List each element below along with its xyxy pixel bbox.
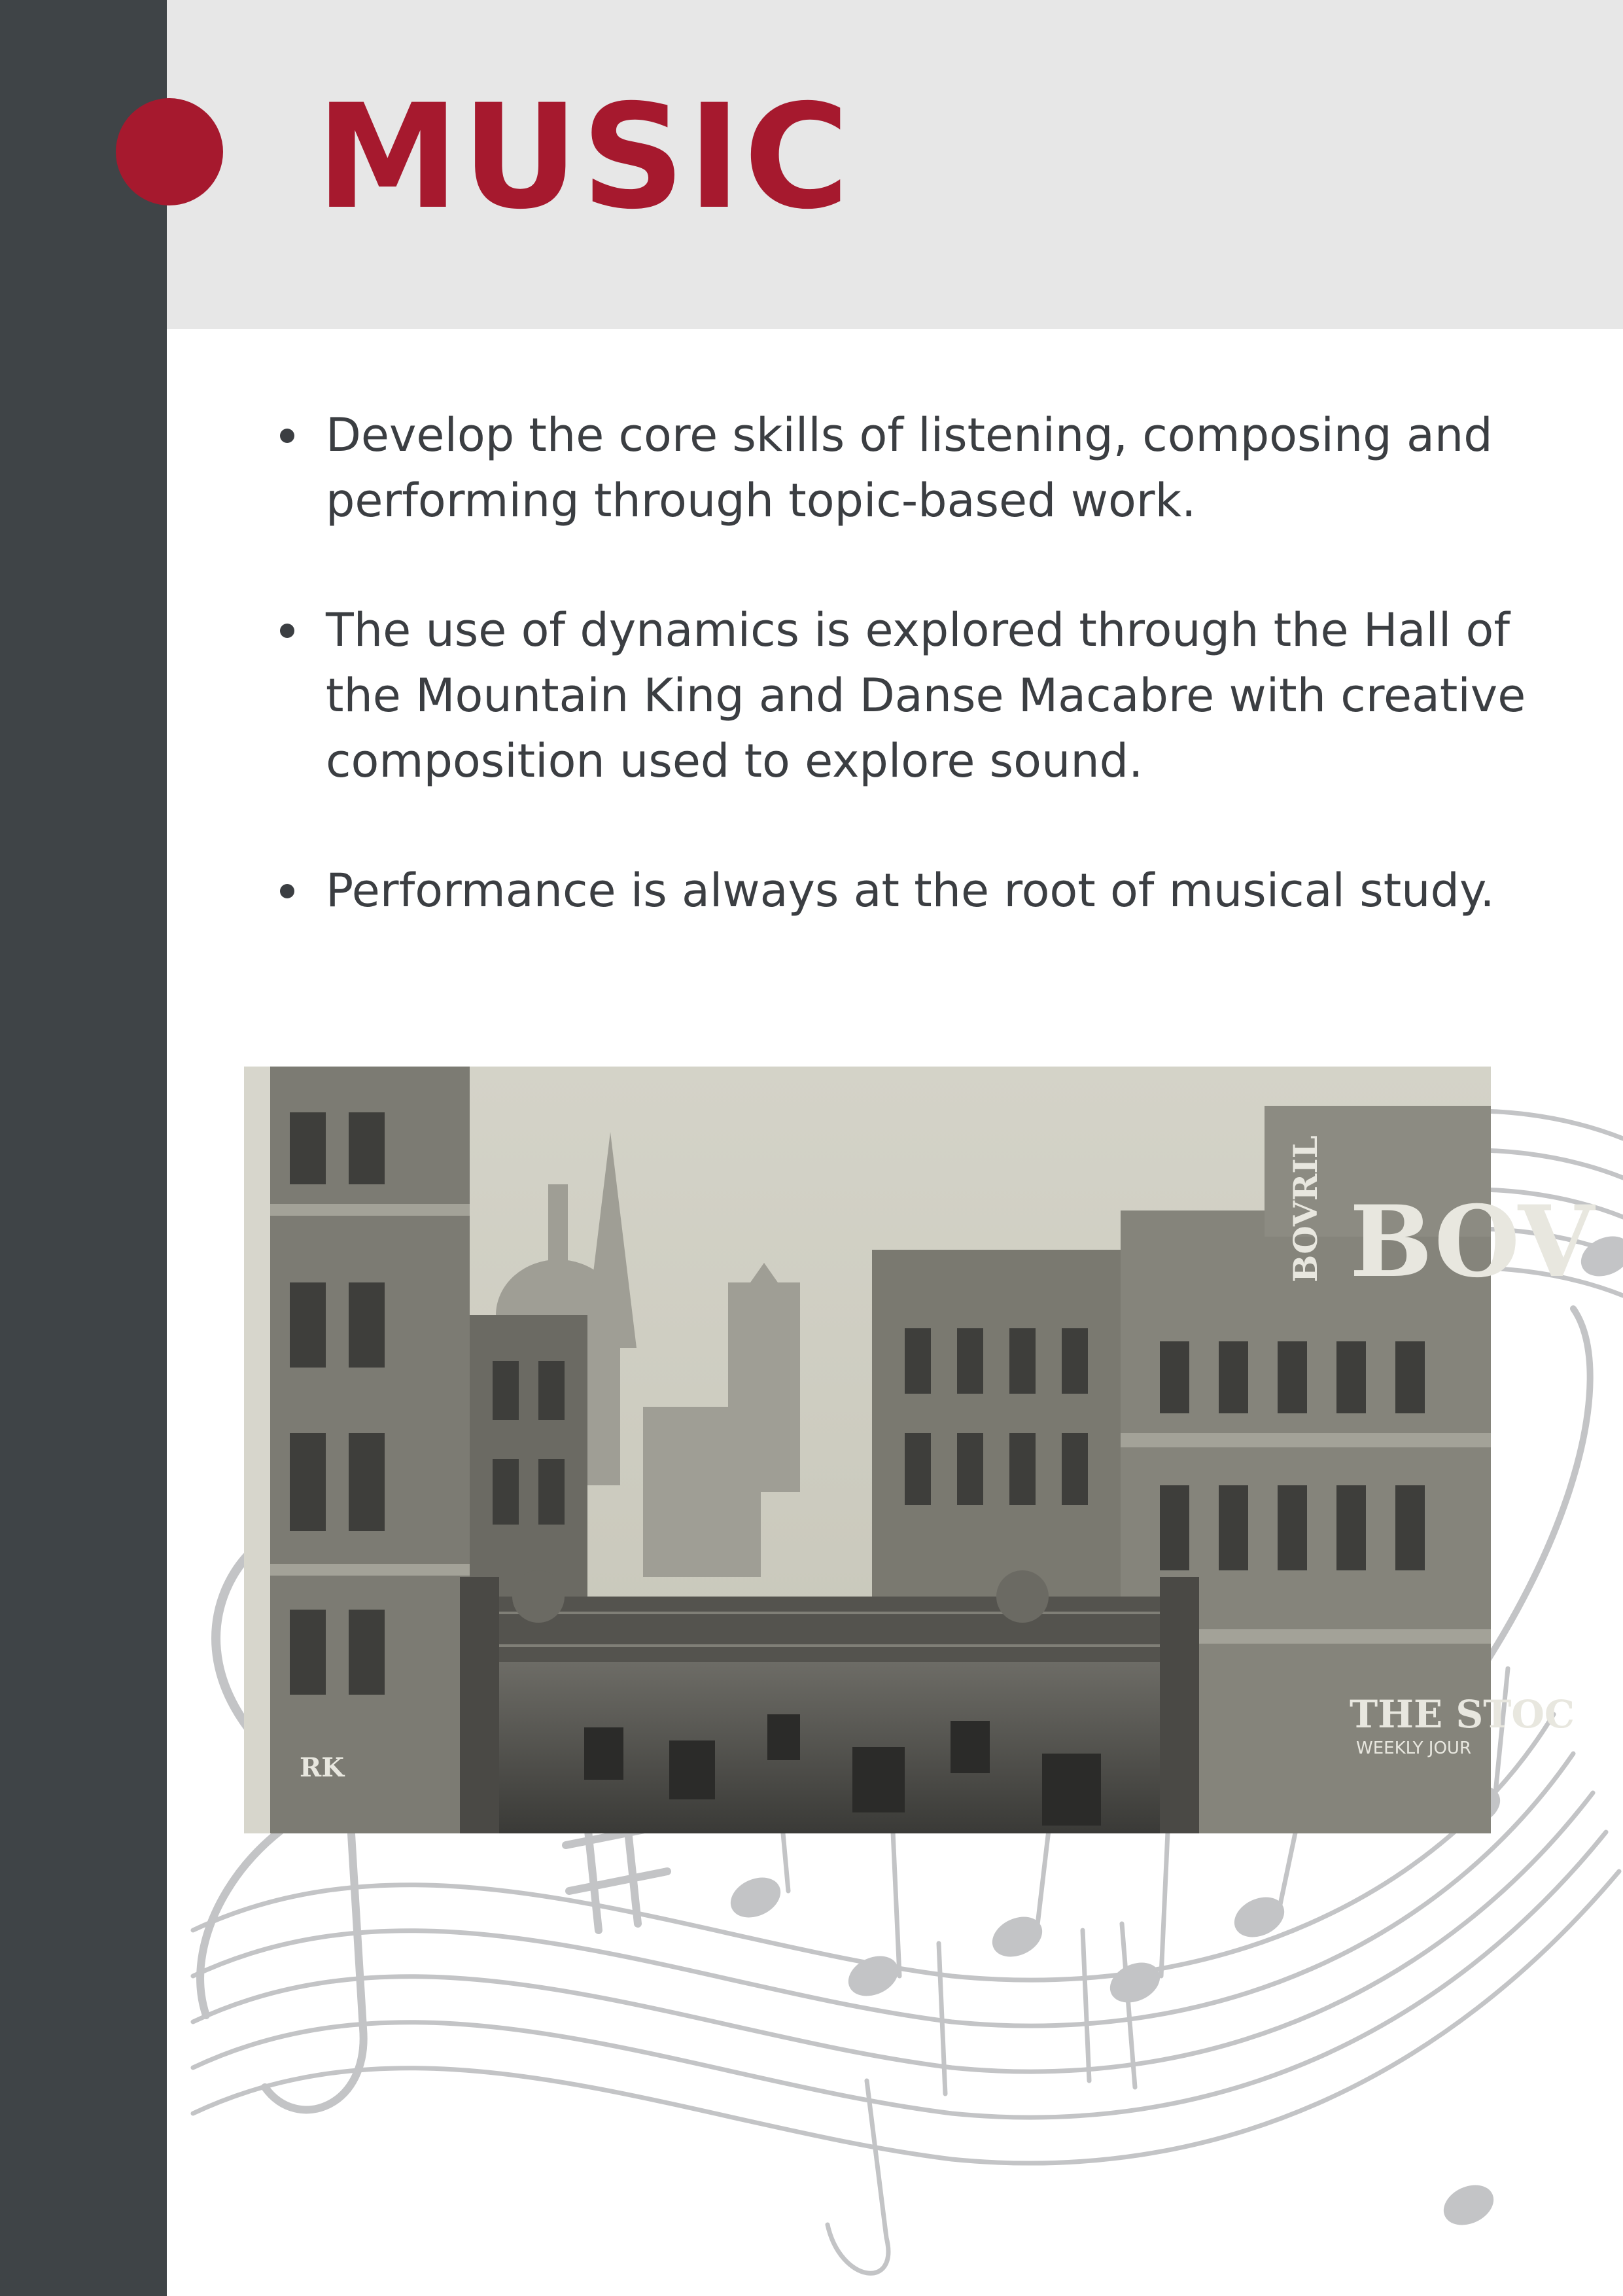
- bullet-text: Performance is always at the root of musical study.: [326, 864, 1495, 917]
- sign-weekly: WEEKLY JOUR: [1356, 1739, 1472, 1758]
- bullet-text: The use of dynamics is explored through the Hall of the Mountain King and Danse Macabre with creative composition used to explore sound.: [326, 603, 1526, 788]
- list-item: [275, 402, 1557, 533]
- list-item: [275, 858, 1557, 923]
- bullet-text: Develop the core skills of listening, composing and performing through topic-based work.: [326, 408, 1493, 527]
- sign-rk: RK: [300, 1752, 345, 1783]
- sidebar-bar: [0, 0, 167, 2296]
- sign-bovril: BOVRIL: [1286, 1135, 1325, 1282]
- page-title: MUSIC: [316, 73, 852, 241]
- bullet-icon: [280, 884, 294, 898]
- sign-bov: BOV: [1350, 1184, 1594, 1299]
- historic-street-photo: [244, 1067, 1594, 1833]
- bullet-list: [275, 402, 1557, 987]
- bullet-icon: [280, 624, 294, 638]
- accent-dot: [116, 98, 223, 205]
- bullet-icon: [280, 429, 294, 443]
- sign-stock: THE STOC: [1350, 1692, 1575, 1737]
- list-item: [275, 597, 1557, 794]
